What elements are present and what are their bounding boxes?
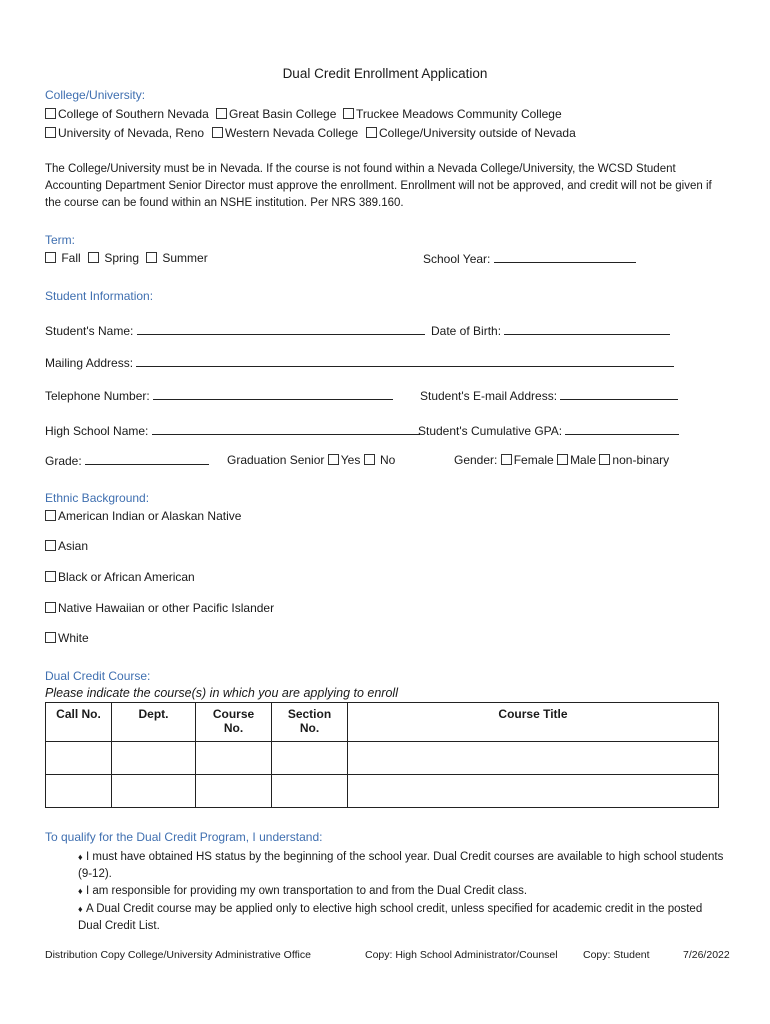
- checkbox-label: Spring: [104, 251, 140, 265]
- checkbox-label: Black or African American: [58, 570, 195, 584]
- table-cell[interactable]: [348, 775, 719, 808]
- student-heading: Student Information:: [45, 289, 154, 303]
- checkbox-grad-yes[interactable]: [328, 453, 361, 467]
- email-field[interactable]: [420, 388, 678, 403]
- checkbox-label: No: [380, 453, 396, 467]
- checkbox-icon: [45, 127, 56, 138]
- gender-group: [454, 453, 669, 467]
- checkbox-icon: [45, 602, 56, 613]
- field-line: [85, 453, 209, 465]
- checkbox-white[interactable]: [45, 631, 89, 645]
- field-line: [565, 423, 679, 435]
- field-label: Grade:: [45, 454, 82, 468]
- checkbox-label: Yes: [340, 453, 361, 467]
- checkbox-csn[interactable]: [45, 107, 209, 121]
- mailing-address-field[interactable]: [45, 355, 674, 370]
- high-school-field[interactable]: [45, 423, 420, 438]
- checkbox-male[interactable]: [557, 453, 596, 467]
- field-line: [153, 388, 393, 400]
- checkbox-label: Asian: [58, 539, 89, 553]
- grade-field[interactable]: [45, 453, 209, 468]
- checkbox-icon: [328, 454, 339, 465]
- table-cell[interactable]: [46, 775, 112, 808]
- course-instruction: Please indicate the course(s) in which you are applying to enroll: [45, 686, 398, 700]
- table-cell[interactable]: [112, 775, 196, 808]
- field-label: Student's E-mail Address:: [420, 389, 558, 403]
- course-heading: Dual Credit Course:: [45, 669, 151, 683]
- field-line: [152, 423, 420, 435]
- list-item: [78, 901, 728, 935]
- checkbox-label: Summer: [162, 251, 208, 265]
- list-item: [78, 849, 728, 883]
- table-header-row: [46, 703, 719, 742]
- table-row: [46, 775, 719, 808]
- student-name-field[interactable]: [45, 323, 425, 338]
- checkbox-summer[interactable]: [146, 251, 208, 265]
- field-label: Telephone Number:: [45, 389, 150, 403]
- checkbox-icon: [45, 108, 56, 119]
- table-cell[interactable]: [46, 742, 112, 775]
- checkbox-label: Male: [570, 453, 597, 467]
- field-label: Date of Birth:: [431, 324, 502, 338]
- field-line: [137, 323, 425, 335]
- checkbox-icon: [557, 454, 568, 465]
- footer-distribution: Distribution Copy College/University Administrative Office: [45, 949, 311, 961]
- checkbox-unr[interactable]: [45, 126, 204, 140]
- field-label: Gender:: [454, 453, 498, 467]
- checkbox-american-indian[interactable]: [45, 509, 241, 523]
- checkbox-label: White: [58, 631, 89, 645]
- checkbox-label: University of Nevada, Reno: [58, 126, 205, 140]
- field-line: [136, 355, 674, 367]
- table-cell[interactable]: [272, 742, 348, 775]
- checkbox-asian[interactable]: [45, 539, 88, 553]
- term-heading: Term:: [45, 233, 75, 247]
- checkbox-label: Fall: [61, 251, 81, 265]
- college-heading: College/University:: [45, 88, 146, 102]
- checkbox-outside-nevada[interactable]: [366, 126, 576, 140]
- field-line: [504, 323, 670, 335]
- school-year-field[interactable]: [423, 251, 636, 266]
- table-row: [46, 742, 719, 775]
- checkbox-icon: [45, 252, 56, 263]
- field-line: [560, 388, 678, 400]
- checkbox-label: Great Basin College: [229, 107, 337, 121]
- checkbox-icon: [364, 454, 375, 465]
- column-header-course-title: Course Title: [348, 703, 719, 742]
- checkbox-label: non-binary: [612, 453, 670, 467]
- course-table: [45, 702, 719, 808]
- list-item-text: I must have obtained HS status by the beginning of the school year. Dual Credit courses are available to high school students (9-12).: [78, 851, 724, 880]
- column-header-section-no: Section No.: [272, 703, 348, 742]
- checkbox-label: College/University outside of Nevada: [379, 126, 576, 140]
- checkbox-label: College of Southern Nevada: [58, 107, 209, 121]
- checkbox-gbc[interactable]: [216, 107, 336, 121]
- checkbox-icon: [88, 252, 99, 263]
- checkbox-label: Truckee Meadows Community College: [356, 107, 562, 121]
- field-label: High School Name:: [45, 424, 149, 438]
- checkbox-icon: [216, 108, 227, 119]
- table-cell[interactable]: [196, 742, 272, 775]
- page-title: Dual Credit Enrollment Application: [282, 66, 488, 81]
- footer-copy-hs: Copy: High School Administrator/Counsel: [365, 949, 558, 961]
- bullet-icon: ♦: [78, 886, 83, 896]
- column-header-call-no: Call No.: [46, 703, 112, 742]
- checkbox-tmcc[interactable]: [343, 107, 562, 121]
- school-year-line: [494, 251, 636, 263]
- college-note: The College/University must be in Nevada. If the course is not found within a Nevada College/University, the WCSD Student Accounting Department Senior Director must approve the enrollment. Enrollment will not be approved, and credit will not be given if the course can be found within an NSHE institution. Per NRS 389.160.: [45, 163, 712, 209]
- checkbox-icon: [45, 571, 56, 582]
- checkbox-grad-no[interactable]: [364, 453, 396, 467]
- graduation-senior-group: [227, 453, 395, 467]
- column-header-course-no: Course No.: [196, 703, 272, 742]
- checkbox-icon: [343, 108, 354, 119]
- checkbox-pacific-islander[interactable]: [45, 601, 274, 615]
- checkbox-spring[interactable]: [88, 251, 139, 265]
- qualify-heading: To qualify for the Dual Credit Program, I understand:: [45, 830, 323, 844]
- checkbox-fall[interactable]: [45, 251, 81, 265]
- checkbox-wnc[interactable]: [212, 126, 358, 140]
- dob-field[interactable]: [431, 323, 670, 338]
- checkbox-icon: [45, 540, 56, 551]
- checkbox-icon: [146, 252, 157, 263]
- checkbox-icon: [501, 454, 512, 465]
- table-cell[interactable]: [112, 742, 196, 775]
- field-label: Mailing Address:: [45, 356, 134, 370]
- bullet-icon: ♦: [78, 852, 83, 862]
- checkbox-non-binary[interactable]: [599, 453, 669, 467]
- column-header-dept: Dept.: [112, 703, 196, 742]
- footer-date: 7/26/2022: [683, 949, 730, 961]
- checkbox-label: Native Hawaiian or other Pacific Islander: [58, 601, 275, 615]
- checkbox-female[interactable]: [501, 453, 554, 467]
- checkbox-label: Western Nevada College: [225, 126, 359, 140]
- checkbox-black[interactable]: [45, 570, 195, 584]
- list-item-text: A Dual Credit course may be applied only to elective high school credit, unless specified for academic credit in the posted Dual Credit List.: [78, 903, 703, 932]
- table-cell[interactable]: [196, 775, 272, 808]
- checkbox-icon: [212, 127, 223, 138]
- field-label: Student's Name:: [45, 324, 134, 338]
- list-item: [78, 883, 728, 900]
- bullet-icon: ♦: [78, 904, 83, 914]
- field-label: Graduation Senior: [227, 453, 325, 467]
- checkbox-label: Female: [513, 453, 554, 467]
- field-label: Student's Cumulative GPA:: [418, 424, 563, 438]
- footer-copy-student: Copy: Student: [583, 949, 650, 961]
- checkbox-icon: [45, 510, 56, 521]
- school-year-label: School Year:: [423, 252, 491, 266]
- list-item-text: I am responsible for providing my own transportation to and from the Dual Credit class.: [86, 885, 528, 897]
- checkbox-icon: [45, 632, 56, 643]
- table-cell[interactable]: [348, 742, 719, 775]
- ethnic-heading: Ethnic Background:: [45, 491, 150, 505]
- telephone-field[interactable]: [45, 388, 393, 403]
- checkbox-label: American Indian or Alaskan Native: [58, 509, 242, 523]
- gpa-field[interactable]: [418, 423, 679, 438]
- checkbox-icon: [366, 127, 377, 138]
- checkbox-icon: [599, 454, 610, 465]
- table-cell[interactable]: [272, 775, 348, 808]
